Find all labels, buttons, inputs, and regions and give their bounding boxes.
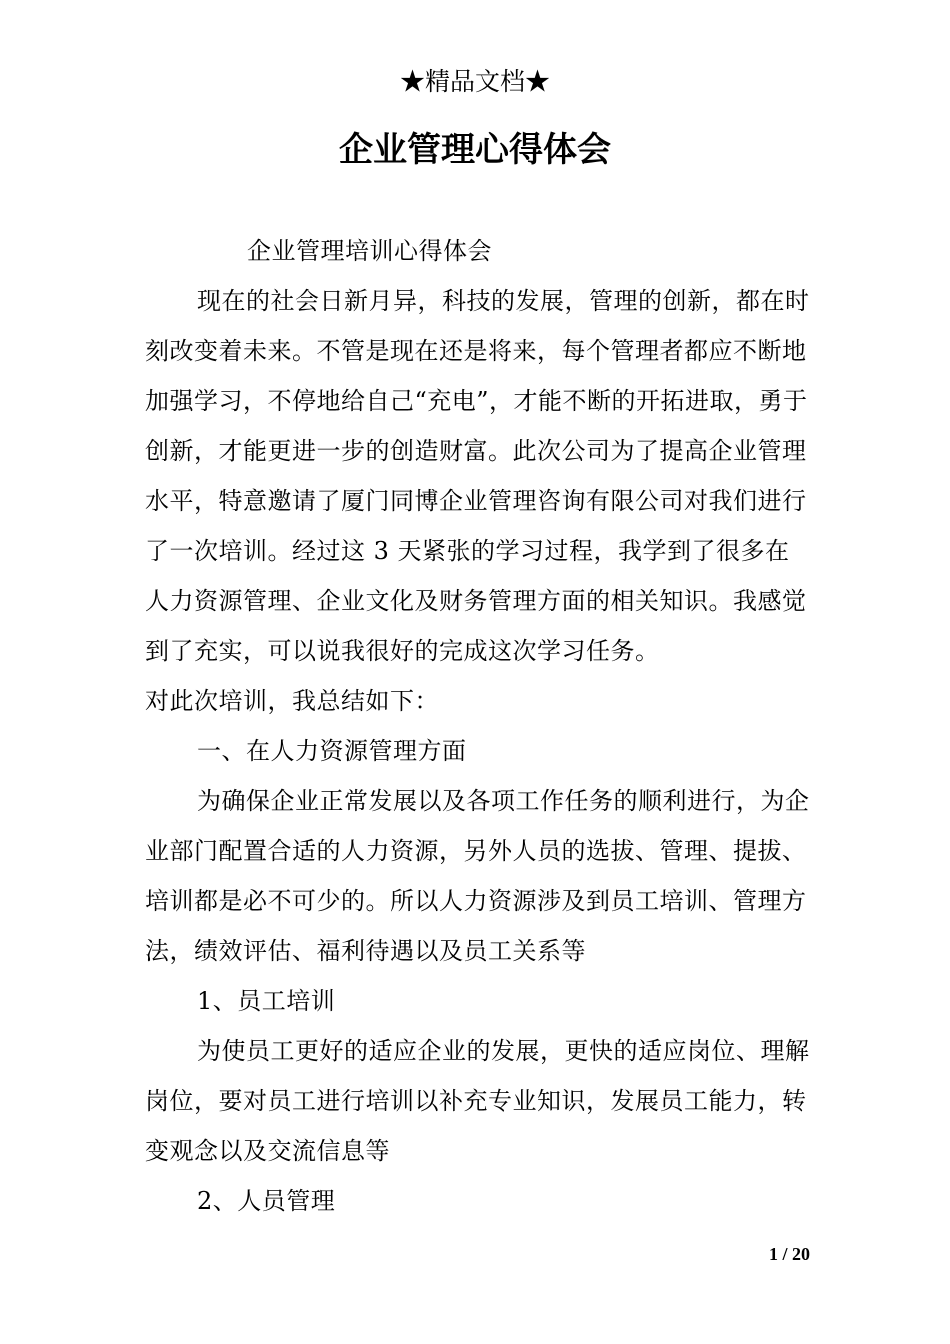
body-paragraph: 为确保企业正常发展以及各项工作任务的顺利进行，为企业部门配置合适的人力资源，另外人员的选拔、管理、提拔、培训都是必不可少的。所以人力资源涉及到员工培训、管理方法，绩效评估、福利待遇以及员工关系等 <box>145 787 810 965</box>
page-number: 1 / 20 <box>768 1244 810 1264</box>
quality-doc-banner: ★精品文档★ <box>399 67 550 96</box>
document-subtitle: 企业管理培训心得体会 <box>247 237 492 265</box>
subsection-heading: 2、人员管理 <box>197 1187 336 1215</box>
document-title: 企业管理心得体会 <box>339 130 611 170</box>
body-paragraph: 为使员工更好的适应企业的发展，更快的适应岗位、理解岗位，要对员工进行培训以补充专业知识，发展员工能力，转变观念以及交流信息等 <box>145 1037 810 1165</box>
section-heading: 一、在人力资源管理方面 <box>197 737 467 765</box>
body-paragraph: 对此次培训，我总结如下： <box>145 687 439 715</box>
document-body <box>145 226 810 1226</box>
subsection-heading: 1、员工培训 <box>197 987 336 1015</box>
body-paragraph: 现在的社会日新月异，科技的发展，管理的创新，都在时刻改变着未来。不管是现在还是将来，每个管理者都应不断地加强学习，不停地给自己“充电”，才能不断的开拓进取，勇于创新，才能更进一步的创造财富。此次公司为了提高企业管理水平，特意邀请了厦门同博企业管理咨询有限公司对我们进行了一次培训。经过这 3 天紧张的学习过程，我学到了很多在人力资源管理、企业文化及财务管理方面的相关知识。我感觉到了充实，可以说我很好的完成这次学习任务。 <box>145 287 810 665</box>
